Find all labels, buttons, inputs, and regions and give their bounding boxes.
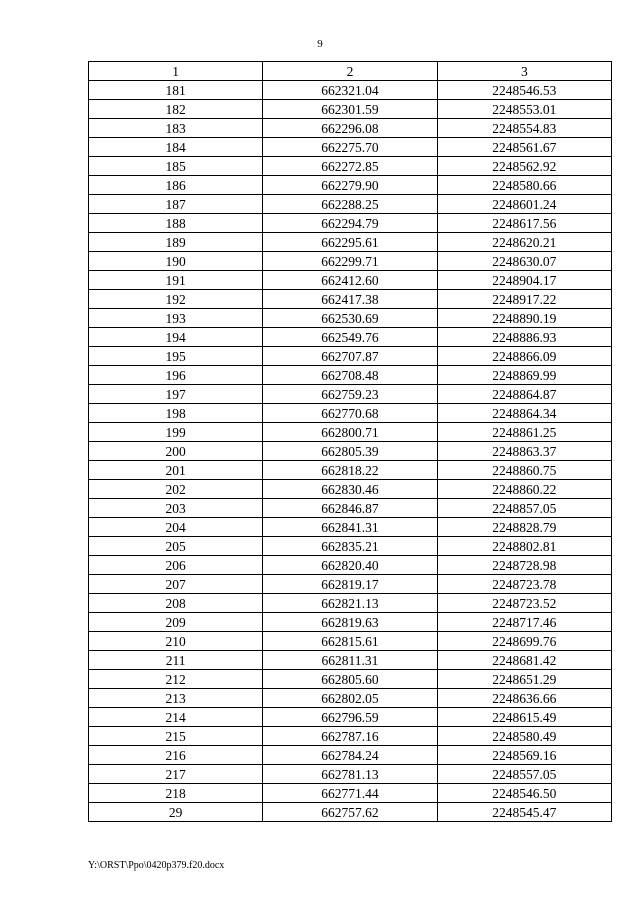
- table-row: [89, 81, 612, 100]
- table-row: [89, 499, 612, 518]
- footer-file-path: Y:\ORST\Ppo\0420p379.f20.docx: [88, 860, 225, 871]
- point-number-cell: 202: [89, 480, 263, 499]
- x-coordinate-cell: 662275.70: [263, 138, 437, 157]
- x-coordinate-cell: 662296.08: [263, 119, 437, 138]
- table-row: [89, 176, 612, 195]
- table-row: [89, 613, 612, 632]
- point-number-cell: 201: [89, 461, 263, 480]
- y-coordinate-cell: 2248857.05: [437, 499, 611, 518]
- table-row: [89, 404, 612, 423]
- y-coordinate-cell: 2248630.07: [437, 252, 611, 271]
- point-number-cell: 198: [89, 404, 263, 423]
- point-number-cell: 203: [89, 499, 263, 518]
- x-coordinate-cell: 662759.23: [263, 385, 437, 404]
- y-coordinate-cell: 2248554.83: [437, 119, 611, 138]
- table-row: [89, 784, 612, 803]
- y-coordinate-cell: 2248917.22: [437, 290, 611, 309]
- point-number-cell: 218: [89, 784, 263, 803]
- point-number-cell: 187: [89, 195, 263, 214]
- table-row: [89, 765, 612, 784]
- table-row: [89, 290, 612, 309]
- y-coordinate-cell: 2248802.81: [437, 537, 611, 556]
- y-coordinate-cell: 2248580.49: [437, 727, 611, 746]
- table-row: [89, 119, 612, 138]
- table-row: [89, 461, 612, 480]
- table-row: [89, 100, 612, 119]
- x-coordinate-cell: 662294.79: [263, 214, 437, 233]
- table-row: [89, 366, 612, 385]
- point-number-cell: 212: [89, 670, 263, 689]
- table-row: [89, 670, 612, 689]
- table-row: [89, 518, 612, 537]
- x-coordinate-cell: 662288.25: [263, 195, 437, 214]
- y-coordinate-cell: 2248860.75: [437, 461, 611, 480]
- y-coordinate-cell: 2248561.67: [437, 138, 611, 157]
- table-row: [89, 727, 612, 746]
- y-coordinate-cell: 2248546.50: [437, 784, 611, 803]
- y-coordinate-cell: 2248562.92: [437, 157, 611, 176]
- column-header-point: 1: [89, 62, 263, 81]
- point-number-cell: 213: [89, 689, 263, 708]
- x-coordinate-cell: 662301.59: [263, 100, 437, 119]
- column-header-x: 2: [263, 62, 437, 81]
- x-coordinate-cell: 662530.69: [263, 309, 437, 328]
- point-number-cell: 29: [89, 803, 263, 822]
- y-coordinate-cell: 2248728.98: [437, 556, 611, 575]
- point-number-cell: 206: [89, 556, 263, 575]
- x-coordinate-cell: 662819.17: [263, 575, 437, 594]
- y-coordinate-cell: 2248864.87: [437, 385, 611, 404]
- x-coordinate-cell: 662805.60: [263, 670, 437, 689]
- x-coordinate-cell: 662818.22: [263, 461, 437, 480]
- y-coordinate-cell: 2248861.25: [437, 423, 611, 442]
- table-row: [89, 556, 612, 575]
- y-coordinate-cell: 2248904.17: [437, 271, 611, 290]
- y-coordinate-cell: 2248651.29: [437, 670, 611, 689]
- point-number-cell: 181: [89, 81, 263, 100]
- table-row: [89, 594, 612, 613]
- x-coordinate-cell: 662781.13: [263, 765, 437, 784]
- table-row: [89, 423, 612, 442]
- x-coordinate-cell: 662811.31: [263, 651, 437, 670]
- column-header-y: 3: [437, 62, 611, 81]
- point-number-cell: 209: [89, 613, 263, 632]
- x-coordinate-cell: 662771.44: [263, 784, 437, 803]
- table-row: [89, 233, 612, 252]
- page-number: 9: [317, 38, 323, 50]
- table-row: [89, 347, 612, 366]
- point-number-cell: 190: [89, 252, 263, 271]
- point-number-cell: 193: [89, 309, 263, 328]
- x-coordinate-cell: 662815.61: [263, 632, 437, 651]
- point-number-cell: 188: [89, 214, 263, 233]
- table-body: [89, 81, 612, 822]
- table-row: [89, 385, 612, 404]
- y-coordinate-cell: 2248890.19: [437, 309, 611, 328]
- point-number-cell: 204: [89, 518, 263, 537]
- point-number-cell: 217: [89, 765, 263, 784]
- table-row: [89, 252, 612, 271]
- table-row: [89, 480, 612, 499]
- x-coordinate-cell: 662417.38: [263, 290, 437, 309]
- y-coordinate-cell: 2248864.34: [437, 404, 611, 423]
- point-number-cell: 189: [89, 233, 263, 252]
- y-coordinate-cell: 2248866.09: [437, 347, 611, 366]
- x-coordinate-cell: 662821.13: [263, 594, 437, 613]
- point-number-cell: 184: [89, 138, 263, 157]
- point-number-cell: 186: [89, 176, 263, 195]
- x-coordinate-cell: 662708.48: [263, 366, 437, 385]
- point-number-cell: 192: [89, 290, 263, 309]
- y-coordinate-cell: 2248869.99: [437, 366, 611, 385]
- y-coordinate-cell: 2248553.01: [437, 100, 611, 119]
- y-coordinate-cell: 2248828.79: [437, 518, 611, 537]
- y-coordinate-cell: 2248860.22: [437, 480, 611, 499]
- x-coordinate-cell: 662841.31: [263, 518, 437, 537]
- table-row: [89, 309, 612, 328]
- y-coordinate-cell: 2248546.53: [437, 81, 611, 100]
- y-coordinate-cell: 2248886.93: [437, 328, 611, 347]
- x-coordinate-cell: 662770.68: [263, 404, 437, 423]
- x-coordinate-cell: 662796.59: [263, 708, 437, 727]
- x-coordinate-cell: 662757.62: [263, 803, 437, 822]
- point-number-cell: 195: [89, 347, 263, 366]
- x-coordinate-cell: 662802.05: [263, 689, 437, 708]
- y-coordinate-cell: 2248569.16: [437, 746, 611, 765]
- point-number-cell: 191: [89, 271, 263, 290]
- x-coordinate-cell: 662549.76: [263, 328, 437, 347]
- y-coordinate-cell: 2248580.66: [437, 176, 611, 195]
- x-coordinate-cell: 662835.21: [263, 537, 437, 556]
- x-coordinate-cell: 662846.87: [263, 499, 437, 518]
- point-number-cell: 194: [89, 328, 263, 347]
- point-number-cell: 197: [89, 385, 263, 404]
- y-coordinate-cell: 2248545.47: [437, 803, 611, 822]
- table-row: [89, 537, 612, 556]
- table-row: [89, 138, 612, 157]
- x-coordinate-cell: 662784.24: [263, 746, 437, 765]
- table-row: [89, 442, 612, 461]
- x-coordinate-cell: 662295.61: [263, 233, 437, 252]
- x-coordinate-cell: 662279.90: [263, 176, 437, 195]
- point-number-cell: 199: [89, 423, 263, 442]
- y-coordinate-cell: 2248601.24: [437, 195, 611, 214]
- table-row: [89, 271, 612, 290]
- x-coordinate-cell: 662800.71: [263, 423, 437, 442]
- point-number-cell: 214: [89, 708, 263, 727]
- table-row: [89, 708, 612, 727]
- x-coordinate-cell: 662272.85: [263, 157, 437, 176]
- x-coordinate-cell: 662830.46: [263, 480, 437, 499]
- x-coordinate-cell: 662321.04: [263, 81, 437, 100]
- point-number-cell: 185: [89, 157, 263, 176]
- coordinates-table: [88, 61, 612, 822]
- point-number-cell: 183: [89, 119, 263, 138]
- table-row: [89, 214, 612, 233]
- table-row: [89, 575, 612, 594]
- x-coordinate-cell: 662820.40: [263, 556, 437, 575]
- point-number-cell: 216: [89, 746, 263, 765]
- y-coordinate-cell: 2248620.21: [437, 233, 611, 252]
- y-coordinate-cell: 2248615.49: [437, 708, 611, 727]
- table-row: [89, 157, 612, 176]
- y-coordinate-cell: 2248717.46: [437, 613, 611, 632]
- table-row: [89, 651, 612, 670]
- y-coordinate-cell: 2248636.66: [437, 689, 611, 708]
- point-number-cell: 215: [89, 727, 263, 746]
- x-coordinate-cell: 662787.16: [263, 727, 437, 746]
- point-number-cell: 211: [89, 651, 263, 670]
- point-number-cell: 208: [89, 594, 263, 613]
- y-coordinate-cell: 2248863.37: [437, 442, 611, 461]
- table-row: [89, 195, 612, 214]
- point-number-cell: 196: [89, 366, 263, 385]
- y-coordinate-cell: 2248557.05: [437, 765, 611, 784]
- table-row: [89, 632, 612, 651]
- x-coordinate-cell: 662299.71: [263, 252, 437, 271]
- y-coordinate-cell: 2248617.56: [437, 214, 611, 233]
- table-row: [89, 746, 612, 765]
- table-row: [89, 328, 612, 347]
- y-coordinate-cell: 2248723.78: [437, 575, 611, 594]
- point-number-cell: 182: [89, 100, 263, 119]
- x-coordinate-cell: 662707.87: [263, 347, 437, 366]
- point-number-cell: 205: [89, 537, 263, 556]
- point-number-cell: 200: [89, 442, 263, 461]
- header-row: [89, 62, 612, 81]
- x-coordinate-cell: 662412.60: [263, 271, 437, 290]
- table-row: [89, 689, 612, 708]
- y-coordinate-cell: 2248699.76: [437, 632, 611, 651]
- x-coordinate-cell: 662819.63: [263, 613, 437, 632]
- table-row: [89, 803, 612, 822]
- y-coordinate-cell: 2248681.42: [437, 651, 611, 670]
- point-number-cell: 210: [89, 632, 263, 651]
- table-header: [89, 62, 612, 81]
- point-number-cell: 207: [89, 575, 263, 594]
- x-coordinate-cell: 662805.39: [263, 442, 437, 461]
- y-coordinate-cell: 2248723.52: [437, 594, 611, 613]
